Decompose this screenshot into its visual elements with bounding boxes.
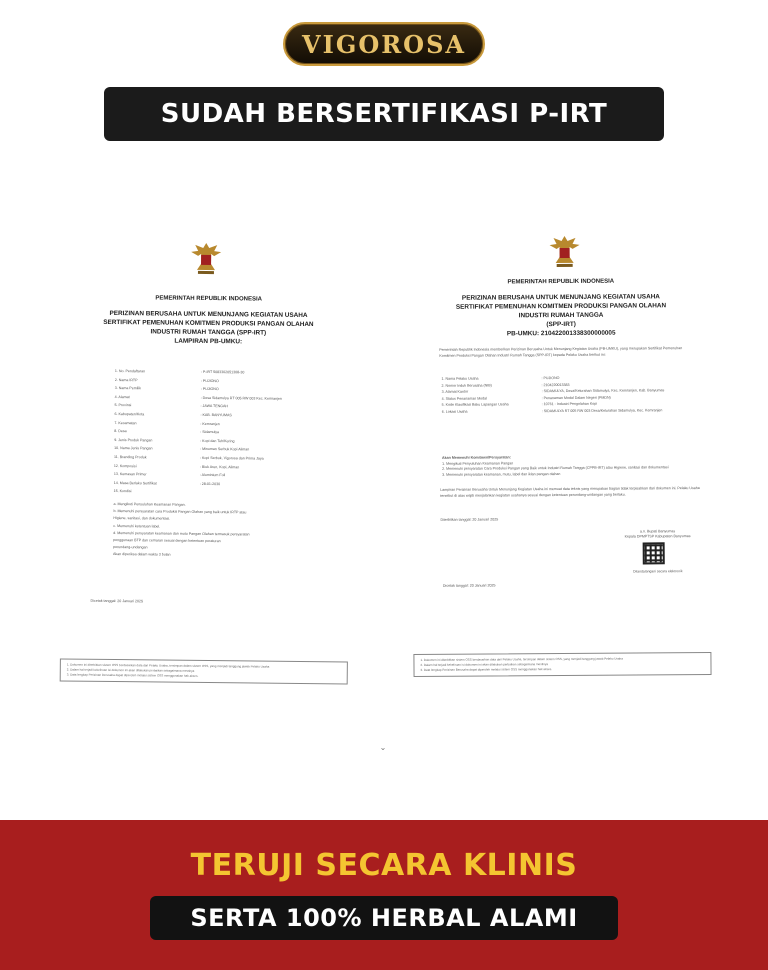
certificate-intro: Pemerintah Republik Indonesia memberikan Perizinan Berusaha Untuk Menunjang Kegiatan Usaha (PB-UMKU), yang merupakan Sertifikat Pemenuhan Komitmen Produksi Pangan Olahan Industri Rumah Tangga (SPP-IRT) kepada Pelaku Usaha berikut ini: [439,346,683,358]
brand-logo-text: VIGOROSA [301,29,467,59]
cert-title-1: PERIZINAN BERUSAHA UNTUK MENUNJANG KEGIATAN USAHA [109,309,308,320]
signatory-line-2: Kepala DPMPTSP Kabupaten Banyumas [624,534,691,539]
pb-umku-number: PB-UMKU: 210422001338300000005 [506,329,616,338]
table-row: 10. Nama Jenis Pangan : Minuman Serbuk Kopi Aliman [114,446,250,452]
table-row: 11. Branding Produk : Kopi Serbuk, Vigorosa dan Prima Jaya [114,454,264,461]
table-row: 2. Nomor Induk Berusaha (NIB) : 2104220013383 [441,382,570,388]
gov-title: PEMERINTAH REPUBLIK INDONESIA [507,278,615,286]
table-row: 6. Lokasi Usaha : SIDAMULYA RT 005 RW 003 Desa/Kelurahan Sidamulya, Kec. Kemranjen [441,408,663,414]
list-item: a. Mengikuti Penyuluhan Keamanan Pangan. [113,502,186,507]
printed-date: Dicetak tanggal: 20 Januari 2025 [90,598,144,604]
footnote: 2. Dalam hal terjadi kekeliruan isi dokumen ini akan dilakukan perbaikan sebagaimana mestinya [66,667,195,673]
table-row: 6. Kabupaten/Kota : KAB. BANYUMAS [114,411,232,418]
footnotes-box [60,658,348,684]
footnote: 1. Dokumen ini diterbitkan sistem OSS berdasarkan data dari Pelaku Usaha, tersimpan dalam sistem OSS, yang menjadi tanggung jawab Pelaku Usaha [66,662,270,669]
list-item: penggunaan BTP dan cemaran sesuai dengan ketentuan peraturan [113,538,221,544]
footnote: 3. Data lengkap Perizinan Berusaha dapat diperoleh melalui sistem OSS menggunakan hak akses. [420,667,553,672]
cert-title-2: SERTIFIKAT PEMENUHAN KOMITMEN PRODUKSI PANGAN OLAHAN [103,318,314,329]
table-row: 5. Provinsi : JAWA TENGAH [114,403,229,409]
chevron-down-icon[interactable]: ⌄ [379,743,387,752]
top-banner [104,87,664,141]
list-item: perundang-undangan [113,545,148,550]
table-row: 3. Alamat Kantor : SIDAMULYA, Desa/Kelurahan Sidamulya, Kec. Kemranjen, Kab. Banyumas [441,388,665,395]
table-row: 2. Nama IRTP : PUJIONO [114,377,219,383]
conditions-list [113,501,334,561]
table-row: 12. Komposisi : Biuk Aren, Kopi, Aliman [113,463,240,469]
table-row: 15. Kondisi [113,489,132,494]
cert-title-2: SERTIFIKAT PEMENUHAN KOMITMEN PRODUKSI PANGAN OLAHAN [455,302,667,311]
certificate-right-header [411,278,711,339]
list-item: 2. Memenuhi persyaratan Cara Produksi Pangan yang Baik untuk Industri Rumah Tangga (CPPB-IRT) atau Higiene, sanitasi dan dokumentasi [442,465,669,472]
table-row: 14. Masa Berlaku Sertifikat : 28-01-2030 [113,480,221,486]
table-row: 8. Desa : Sidamulya [114,429,220,435]
list-item: 1. Mengikuti Penyuluhan Keamanan Pangan [442,460,514,466]
gov-title: PEMERINTAH REPUBLIK INDONESIA [155,295,262,303]
clinical-headline: TERUJI SECARA KLINIS [190,848,578,883]
signatory-block [613,529,703,540]
list-item: Akan diperiksa dalam waktu 3 bulan [112,552,171,558]
table-row: 13. Kemasan Primer : Aluminium Foil [113,472,226,478]
commitments-list [442,454,692,478]
herbal-subline: SERTA 100% HERBAL ALAMI [190,904,578,932]
e-signature-note: Ditandatangani secara elektronik [633,569,683,574]
cert-title-4: LAMPIRAN PB-UMKU: [174,337,243,346]
brand-logo [283,22,485,66]
signatory-line-1: a.n. Bupati Banyumas [639,529,676,534]
footnote: 3. Data lengkap Perizinan Berusaha dapat diperoleh melalui sistem OSS menggunakan hak akses. [66,672,199,678]
lampiran-paragraph: Lampiran Perizinan Berusaha Untuk Menunjang Kegiatan Usaha ini memuat data teknis yang merupakan bagian tidak terpisahkan dari dokumen ini. Pelaku Usaha tersebut di atas wajib menjalankan kegiatan usahanya sesuai dengan ketentuan perundang-undangan yang berlaku. [440,486,700,498]
garuda-emblem-icon [547,233,581,269]
table-row: 1. No. Pendaftaran : P-IRT 5083302051308-30 [114,369,245,375]
table-row: 9. Jenis Produk Pangan : Kopi dan Teh/Kering [114,437,235,444]
printed-date: Dicetak tanggal: 20 Januari 2025 [442,583,496,588]
table-row: 4. Alamat : Desa Sidamulya RT 005 RW 003 Kec. Kemranjen [114,394,282,401]
footnote: 1. Dokumen ini diterbitkan sistem OSS berdasarkan data dari Pelaku Usaha, tersimpan dalam sistem OSS, yang menjadi tanggung jawab Pelaku Usaha [420,656,623,662]
table-row: 4. Status Penanaman Modal : Penanaman Modal Dalam Negeri (PMDN) [441,395,611,401]
table-row: 3. Nama Pemilik : PUJIONO [114,386,219,392]
qr-code-icon [643,542,665,564]
top-banner-text: SUDAH BERSERTIFIKASI P-IRT [160,99,608,129]
list-item: Higiene, sanitasi, dan dokumentasi. [113,516,171,522]
herbal-pill [150,896,618,940]
table-row: 5. Kode Klasifikasi Baku Lapangan Usaha : 10761 - Industri Pengolahan Kopi [441,402,598,408]
certificate-left-rows [114,367,345,498]
cert-title-1: PERIZINAN BERUSAHA UNTUK MENUNJANG KEGIATAN USAHA [461,293,660,302]
footnotes-box [413,652,711,677]
commitments-title: Akan Memenuhi Komitmen/Persyaratan: [442,455,511,460]
cert-title-4: (SPP-IRT) [546,320,576,329]
list-item: c. Memenuhi ketentuan label. [113,523,161,529]
issued-date: Diterbitkan tanggal: 20 Januari 2025 [440,517,499,522]
bottom-band [0,820,768,970]
list-item: 3. Memenuhi persyaratan keamanan, mutu, label dan iklan pangan olahan [442,471,561,477]
certificate-right-rows [441,374,691,415]
list-item: d. Memenuhi persyaratan keamanan dan mutu Pangan Olahan termasuk persyaratan [113,530,250,537]
cert-title-3: INDUSTRI RUMAH TANGGA (SPP-IRT) [150,328,267,337]
certificate-right [410,224,713,681]
table-row: 7. Kecamatan : Kemranjen [114,420,220,426]
footnote: 2. Dalam hal terjadi kekeliruan isi dokumen ini akan dilakukan perbaikan sebagaimana mestinya [420,662,549,667]
garuda-emblem-icon [189,240,223,276]
certificate-left-header [63,294,354,347]
table-row: 1. Nama Pelaku Usaha : PUJIONO [441,376,560,381]
cert-title-3: INDUSTRI RUMAH TANGGA [518,311,604,320]
certificate-left [60,230,355,688]
list-item: b. Memenuhi persyaratan cara Produksi Pangan Olahan yang baik untuk IRTP atau [113,509,247,515]
